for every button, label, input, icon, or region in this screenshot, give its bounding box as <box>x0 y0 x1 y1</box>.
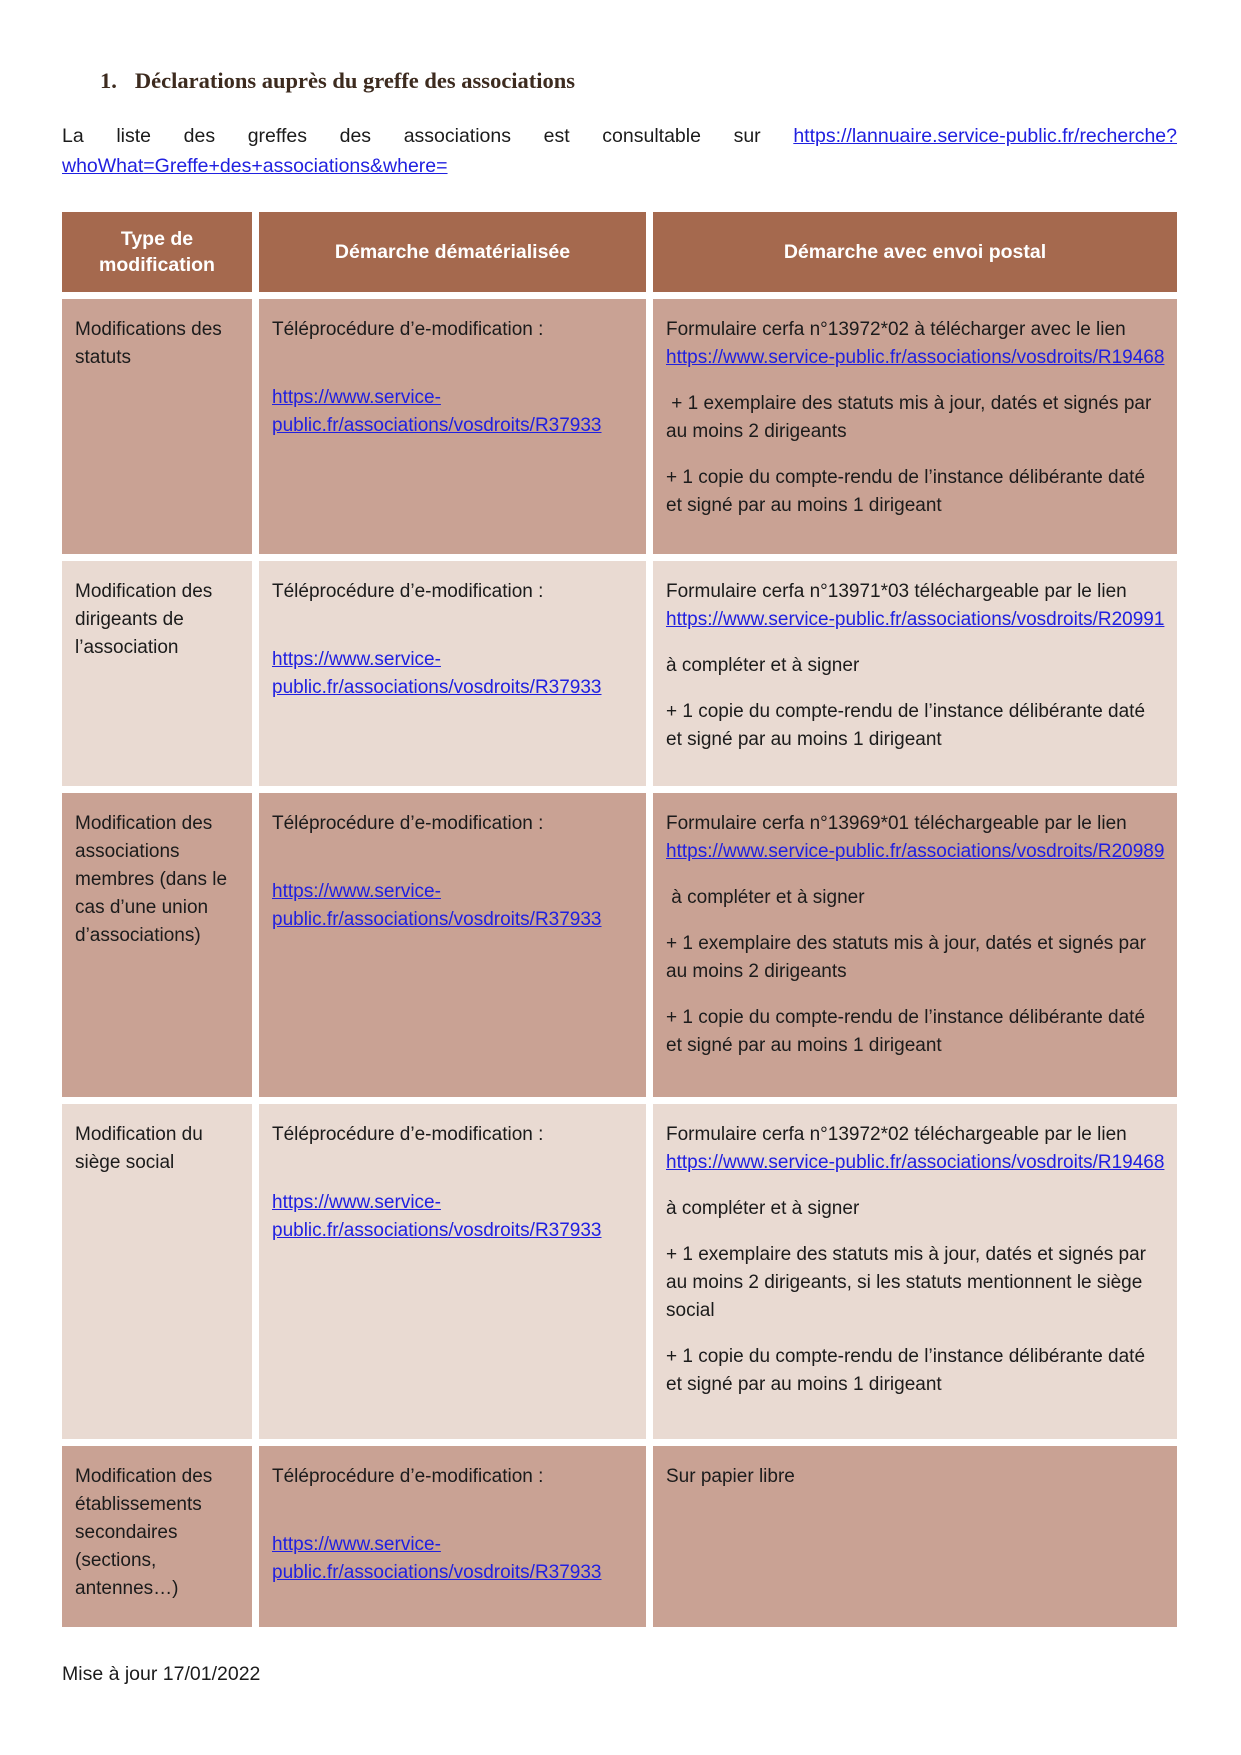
cell-paragraph <box>75 316 240 372</box>
table-header-row <box>62 212 1177 292</box>
cell-text: Téléprocédure d’e-modification : <box>272 319 544 340</box>
cell-text: Téléprocédure d’e-modification : <box>272 1466 544 1487</box>
cell-text: Formulaire cerfa n°13969*01 téléchargeable par le lien <box>666 813 1127 834</box>
intro-link[interactable]: https://lannuaire.service-public.fr/recherche?whoWhat=Greffe+des+associations&where= <box>62 125 1177 177</box>
header-cell-postale: Démarche avec envoi postal <box>653 212 1177 292</box>
table-row <box>62 299 1177 554</box>
cell-paragraph <box>75 810 240 950</box>
cell-paragraph <box>666 1241 1165 1325</box>
cell-text: Téléprocédure d’e-modification : <box>272 1124 544 1145</box>
demarche-dematerialisee-cell <box>259 561 646 786</box>
cell-text: Formulaire cerfa n°13971*03 téléchargeable par le lien <box>666 581 1127 602</box>
table-row <box>62 1104 1177 1439</box>
cell-text: Téléprocédure d’e-modification : <box>272 813 544 834</box>
demarche-dematerialisee-cell <box>259 1446 646 1627</box>
cell-text: Téléprocédure d’e-modification : <box>272 581 544 602</box>
table-row <box>62 793 1177 1097</box>
demarche-postale-cell <box>653 561 1177 786</box>
type-cell <box>62 1104 252 1439</box>
cell-paragraph <box>272 316 634 344</box>
cell-text: Modification des établissements secondaires (sections, antennes…) <box>75 1466 213 1599</box>
service-public-link[interactable]: https://www.service-public.fr/associations/vosdroits/R37933 <box>272 1192 602 1241</box>
cell-paragraph <box>272 384 634 440</box>
cell-text: + 1 copie du compte-rendu de l’instance délibérante daté et signé par au moins 1 dirigeant <box>666 1007 1146 1056</box>
cell-paragraph <box>666 1195 1165 1223</box>
cell-paragraph <box>666 930 1165 986</box>
demarche-postale-cell <box>653 1104 1177 1439</box>
header-cell-type: Type de modification <box>62 212 252 292</box>
cell-paragraph <box>666 810 1165 866</box>
heading-text: Déclarations auprès du greffe des associations <box>134 68 576 93</box>
cell-paragraph <box>666 698 1165 754</box>
cell-paragraph <box>666 578 1165 634</box>
cell-paragraph <box>666 652 1165 680</box>
type-cell <box>62 793 252 1097</box>
cell-paragraph <box>666 884 1165 912</box>
cell-paragraph <box>272 1121 634 1149</box>
cell-paragraph <box>272 878 634 934</box>
cell-paragraph <box>666 1343 1165 1399</box>
service-public-link[interactable]: https://www.service-public.fr/associations/vosdroits/R37933 <box>272 387 602 436</box>
cell-paragraph <box>666 464 1165 520</box>
table-row <box>62 1446 1177 1627</box>
service-public-link[interactable]: https://www.service-public.fr/associations/vosdroits/R37933 <box>272 881 602 930</box>
type-cell <box>62 1446 252 1627</box>
update-date: Mise à jour 17/01/2022 <box>62 1663 261 1685</box>
cell-paragraph <box>272 1189 634 1245</box>
cell-text: à compléter et à signer <box>666 1198 860 1219</box>
cell-text: Modification des associations membres (dans le cas d’une union d’associations) <box>75 813 228 946</box>
cell-text: Sur papier libre <box>666 1466 795 1487</box>
cell-text: + 1 exemplaire des statuts mis à jour, datés et signés par au moins 2 dirigeants, si les statuts mentionnent le siège social <box>666 1244 1147 1321</box>
cell-text: + 1 copie du compte-rendu de l’instance délibérante daté et signé par au moins 1 dirigeant <box>666 1346 1146 1395</box>
cell-text: + 1 copie du compte-rendu de l’instance délibérante daté et signé par au moins 1 dirigeant <box>666 467 1146 516</box>
cell-text: Modification des dirigeants de l’association <box>75 581 213 658</box>
cell-paragraph <box>666 1004 1165 1060</box>
cell-paragraph <box>666 316 1165 372</box>
cell-text: + 1 exemplaire des statuts mis à jour, datés et signés par au moins 2 dirigeants <box>666 393 1152 442</box>
declarations-table <box>62 212 1177 1627</box>
type-cell <box>62 299 252 554</box>
intro-paragraph <box>62 121 1177 181</box>
demarche-dematerialisee-cell <box>259 299 646 554</box>
cell-paragraph <box>666 1463 1165 1491</box>
demarche-postale-cell <box>653 793 1177 1097</box>
cell-text: à compléter et à signer <box>666 887 865 908</box>
cell-text: Modifications des statuts <box>75 319 222 368</box>
demarche-postale-cell <box>653 299 1177 554</box>
cell-paragraph <box>272 1531 634 1587</box>
cell-paragraph <box>272 646 634 702</box>
service-public-link[interactable]: https://www.service-public.fr/associations/vosdroits/R19468 <box>666 1152 1165 1173</box>
section-heading <box>100 68 1177 94</box>
table-body <box>62 299 1177 1627</box>
cell-text: Formulaire cerfa n°13972*02 téléchargeable par le lien <box>666 1124 1127 1145</box>
type-cell <box>62 561 252 786</box>
cell-paragraph <box>272 810 634 838</box>
cell-paragraph <box>75 1463 240 1603</box>
service-public-link[interactable]: https://www.service-public.fr/associations/vosdroits/R20991 <box>666 609 1165 630</box>
service-public-link[interactable]: https://www.service-public.fr/associations/vosdroits/R37933 <box>272 649 602 698</box>
table-row <box>62 561 1177 786</box>
service-public-link[interactable]: https://www.service-public.fr/associations/vosdroits/R19468 <box>666 347 1165 368</box>
intro-text: La liste des greffes des associations est consultable sur <box>62 125 794 147</box>
cell-text: Modification du siège social <box>75 1124 203 1173</box>
cell-paragraph <box>272 1463 634 1491</box>
service-public-link[interactable]: https://www.service-public.fr/associations/vosdroits/R37933 <box>272 1534 602 1583</box>
header-cell-dematerialisee: Démarche dématérialisée <box>259 212 646 292</box>
cell-paragraph <box>666 390 1165 446</box>
demarche-postale-cell <box>653 1446 1177 1627</box>
cell-paragraph <box>272 578 634 606</box>
cell-text: + 1 copie du compte-rendu de l’instance délibérante daté et signé par au moins 1 dirigeant <box>666 701 1146 750</box>
cell-paragraph <box>75 578 240 662</box>
cell-text: à compléter et à signer <box>666 655 860 676</box>
demarche-dematerialisee-cell <box>259 793 646 1097</box>
cell-text: + 1 exemplaire des statuts mis à jour, datés et signés par au moins 2 dirigeants <box>666 933 1147 982</box>
heading-number: 1. <box>100 68 117 93</box>
cell-text: Formulaire cerfa n°13972*02 à télécharger avec le lien <box>666 319 1126 340</box>
demarche-dematerialisee-cell <box>259 1104 646 1439</box>
service-public-link[interactable]: https://www.service-public.fr/associations/vosdroits/R20989 <box>666 841 1165 862</box>
cell-paragraph <box>666 1121 1165 1177</box>
cell-paragraph <box>75 1121 240 1177</box>
